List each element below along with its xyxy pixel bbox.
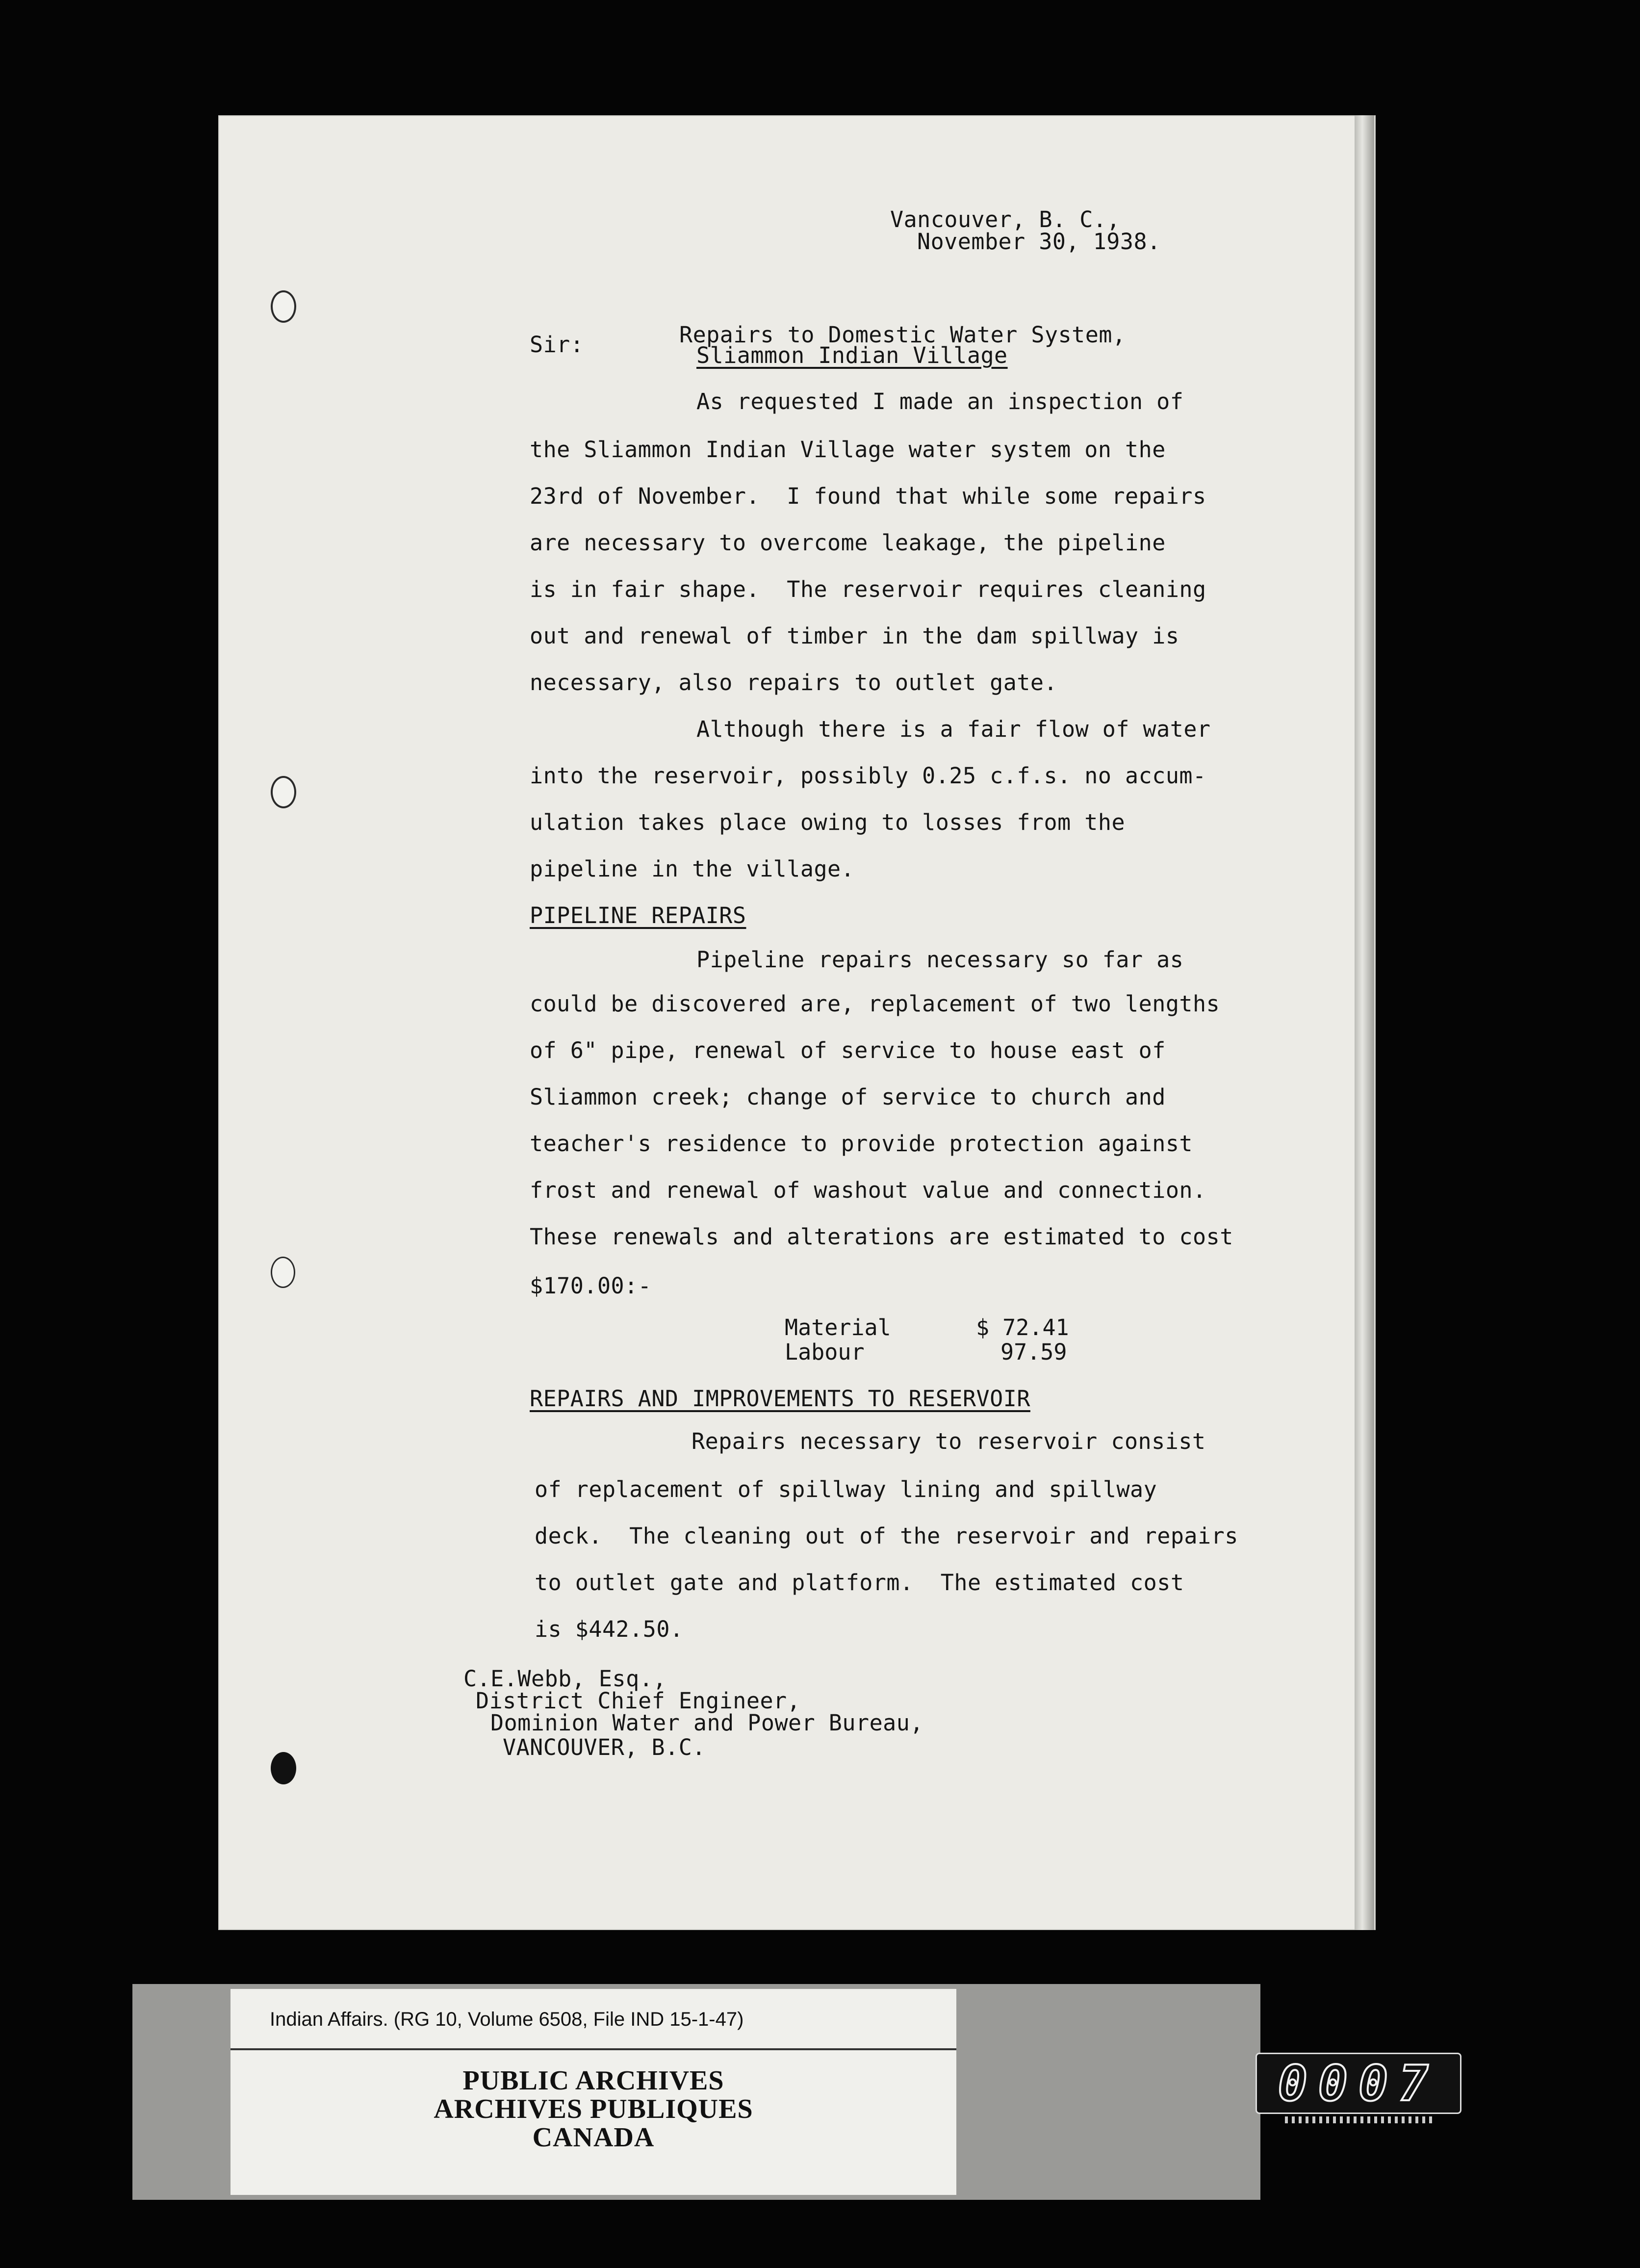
para3-line: teacher's residence to provide protection against — [530, 1131, 1193, 1157]
page-edge — [1355, 115, 1374, 1930]
para1-line: is in fair shape. The reservoir requires cleaning — [530, 576, 1206, 602]
para2-line: into the reservoir, possibly 0.25 c.f.s. no accum- — [530, 763, 1206, 789]
letter-date: November 30, 1938. — [917, 229, 1161, 255]
para3-line: These renewals and alterations are estimated to cost — [530, 1224, 1233, 1250]
para4-line: to outlet gate and platform. The estimated cost — [535, 1570, 1184, 1596]
para3-line: could be discovered are, replacement of two lengths — [530, 991, 1220, 1017]
para4-line: deck. The cleaning out of the reservoir and repairs — [535, 1523, 1238, 1549]
para3-line: frost and renewal of washout value and connection. — [530, 1177, 1206, 1203]
para4-line: Repairs necessary to reservoir consist — [692, 1428, 1206, 1454]
subject-line-1: Repairs to Domestic Water System, — [679, 322, 1126, 348]
addressee-line: District Chief Engineer, — [476, 1688, 801, 1714]
cost-material-value: $ 72.41 — [976, 1314, 1069, 1340]
cost-labour-label: Labour — [785, 1339, 865, 1365]
archive-reference: Indian Affairs. (RG 10, Volume 6508, File IND 15-1-47) — [231, 1989, 956, 2050]
addressee-line: C.E.Webb, Esq., — [463, 1666, 666, 1692]
para1-line: 23rd of November. I found that while some repairs — [530, 483, 1206, 509]
salutation: Sir: — [530, 332, 584, 358]
archive-country: CANADA — [532, 2122, 655, 2153]
addressee-line: Dominion Water and Power Bureau, — [490, 1710, 923, 1736]
para3-line: Sliammon creek; change of service to church and — [530, 1084, 1166, 1110]
addressee-line: VANCOUVER, B.C. — [503, 1734, 706, 1760]
punch-hole-top — [271, 290, 296, 323]
para2-line: ulation takes place owing to losses from the — [530, 809, 1126, 835]
punch-hole-lower — [271, 1257, 295, 1288]
para1-line: necessary, also repairs to outlet gate. — [530, 670, 1058, 696]
cost-material-label: Material — [785, 1314, 891, 1340]
para2-line: Although there is a fair flow of water — [696, 716, 1211, 742]
frame-ticks — [1285, 2116, 1432, 2123]
para1-line: out and renewal of timber in the dam spillway is — [530, 623, 1179, 649]
heading-pipeline-repairs: PIPELINE REPAIRS — [530, 902, 746, 928]
para4-line: is $442.50. — [535, 1616, 684, 1642]
cost-labour-value: 97.59 — [1000, 1339, 1067, 1365]
para1-line: As requested I made an inspection of — [696, 388, 1184, 414]
para3-line: Pipeline repairs necessary so far as — [696, 947, 1184, 973]
letter-place: Vancouver, B. C., — [890, 206, 1121, 232]
punch-hole-bottom — [271, 1752, 296, 1784]
subject-line-2: Sliammon Indian Village — [696, 342, 1008, 368]
archive-name-en: PUBLIC ARCHIVES — [462, 2065, 724, 2096]
para2-line: pipeline in the village. — [530, 856, 855, 882]
para1-line: are necessary to overcome leakage, the pipeline — [530, 530, 1166, 556]
frame-number: 0007 — [1256, 2053, 1461, 2114]
para3-line: $170.00:- — [530, 1273, 652, 1299]
para4-line: of replacement of spillway lining and spillway — [535, 1476, 1157, 1502]
archive-name-fr: ARCHIVES PUBLIQUES — [434, 2094, 753, 2124]
para3-line: of 6" pipe, renewal of service to house east of — [530, 1037, 1166, 1063]
heading-reservoir-repairs: REPAIRS AND IMPROVEMENTS TO RESERVOIR — [530, 1386, 1030, 1412]
punch-hole-middle — [271, 776, 296, 808]
letter-page — [218, 115, 1376, 1930]
para1-line: the Sliammon Indian Village water system on the — [530, 437, 1166, 463]
